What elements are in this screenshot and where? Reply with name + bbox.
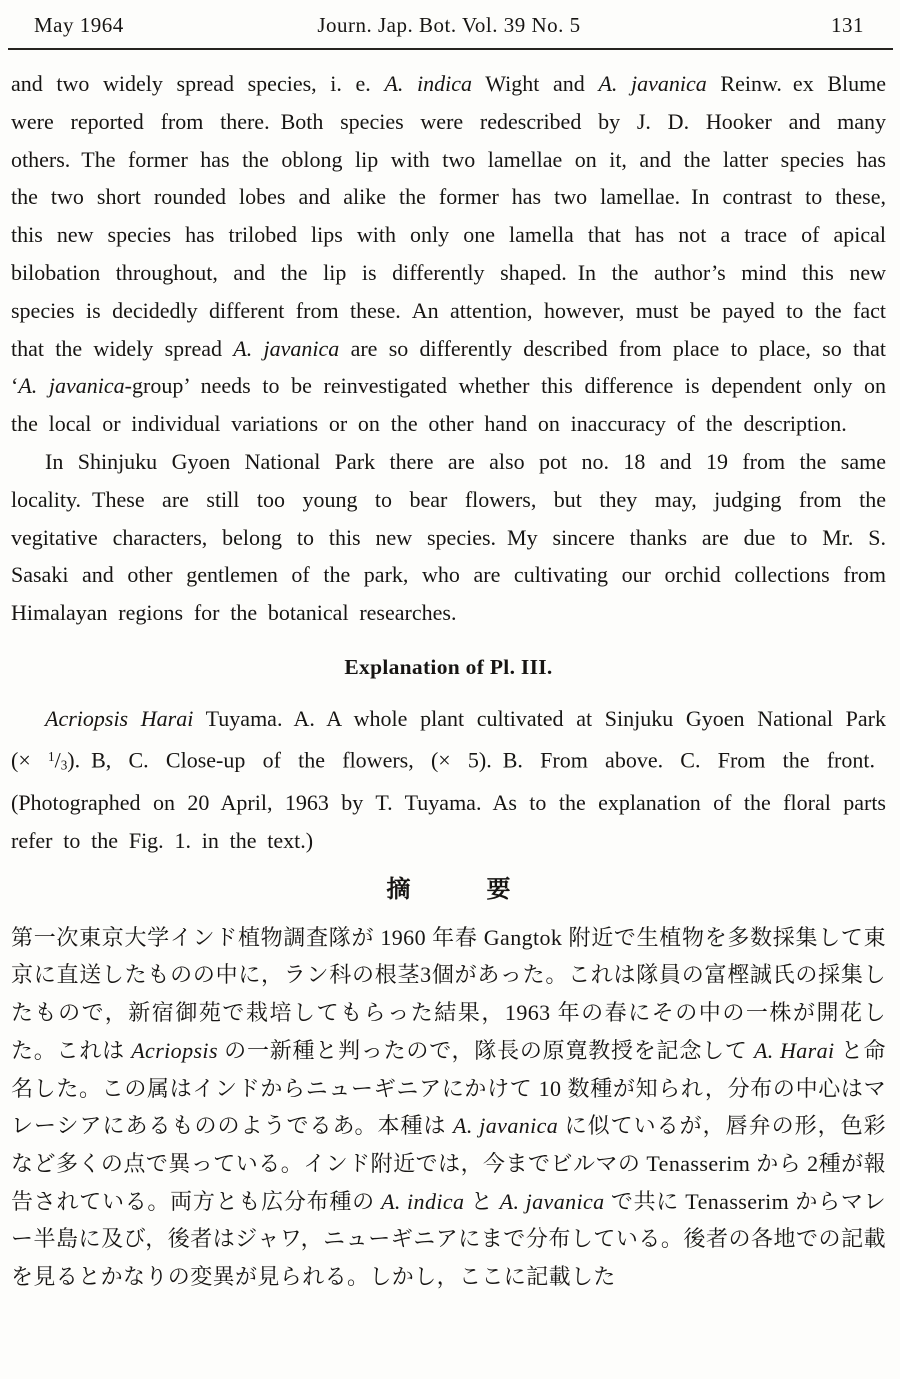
summary-heading-char-2: 要 (486, 876, 511, 903)
paragraph-acknowledgements (11, 443, 886, 632)
text-run: で共に Tenasserim からマレー半島に及び，後者はジャワ，ニューギニアにまで分布している。後者の各地での記載を見るとかなりの変異が見られる。しかし，ここに記載した (11, 1188, 887, 1290)
text-run: ). B, C. Close-up of the flowers, (× 5). B. From above. C. From the front. (Photographed on 20 April, 1963 by T. Tuyama. As to the explanation of the floral parts refer to the Fig. 1. in the text.) (11, 747, 886, 853)
text-run: Tuyama. A. A whole plant cultivated at Sinjuku Gyoen National Park (× (11, 705, 886, 773)
summary-heading-char-1: 摘 (386, 876, 411, 903)
japanese-summary-heading (11, 870, 886, 910)
italic-text-run: A. javanica (453, 1113, 559, 1139)
header-page-number: 131 (831, 13, 865, 37)
header-journal-title: Journ. Jap. Bot. Vol. 39 No. 5 (317, 13, 581, 37)
italic-text-run: A. indica (381, 1188, 465, 1214)
text-run: Reinw. ex Blume were reported from there. Both species were redescribed by J. D. Hooker and many others. The former has the oblong lip with two lamellae on it, and the latter species has the two short rounded lobes and alike the former has two lamellae. In contrast to these, this new species has trilobed lips with only one lamella that has not a trace of apical bilobation throughout, and the lip is differently shaped. In the author’s mind this new species is decidedly different from these. An attention, however, must be payed to the fact that the widely spread (11, 71, 886, 361)
italic-text-run: A. Harai (753, 1037, 835, 1063)
text-run: 3 (60, 757, 68, 773)
text-run: Wight and (472, 71, 599, 96)
text-run: are so differently described from place to place, so that ‘ (11, 335, 887, 399)
italic-text-run: Acriopsis (131, 1037, 218, 1063)
text-run: In Shinjuku Gyoen National Park there are also pot no. 18 and 19 from the same locality. These are still too young to bear flowers, but they may, judging from the vegitative characters, belong to this new species. My sincere thanks are due to Mr. S. Sasaki and other gentlemen of the park, who are cultivating our orchid collections from Himalayan regions for the botanical researches. (11, 448, 886, 626)
italic-text-run: Acriopsis Harai (45, 705, 194, 731)
italic-text-run: A. javanica (499, 1188, 605, 1214)
text-run: と命名した。この属はインドからニューギニアにかけて 10 数種が知られ，分布の中心はマレーシアにあるもののようでるあ。本種は (11, 1037, 887, 1139)
italic-text-run: A. javanica (18, 373, 125, 399)
paragraph-species-discussion (11, 65, 886, 443)
text-run: に似ているが，唇弁の形，色彩など多くの点で異っている。インド附近では，今までビルマの Tenasserim から 2種が報告されている。両方とも広分布種の (11, 1113, 886, 1214)
italic-text-run: A. javanica (233, 335, 340, 361)
text-run: 1 (47, 748, 55, 764)
italic-text-run: A. javanica (598, 71, 707, 96)
text-run: の一新種と判ったので，隊長の原寛教授を記念して (217, 1037, 754, 1063)
text-run: と (464, 1188, 500, 1214)
text-run: / (54, 747, 61, 773)
text-run: 第一次東京大学インド植物調査隊が 1960 年春 Gangtok 附近で生植物を多数採集して東京に直送したものの中に，ラン科の根茎3個があった。これは隊員の富樫誠氏の採集したもので，新宿御苑で栽培してもらった結果，1963 年の春にその中の一株が開花した。これは (11, 924, 886, 1063)
header-issue-date: May 1964 (34, 13, 124, 37)
plate-explanation-heading: Explanation of Pl. III. (344, 654, 553, 679)
plate-explanation-text (11, 700, 886, 860)
japanese-summary-text (11, 919, 886, 1296)
page-body (0, 50, 900, 1296)
page-header (0, 0, 900, 38)
text-run: -group’ needs to be reinvestigated whether this difference is dependent only on the local or individual variations or on the other hand on inaccuracy of the description. (11, 373, 886, 437)
italic-text-run: A. indica (384, 71, 473, 96)
text-run: and two widely spread species, i. e. (11, 71, 385, 96)
